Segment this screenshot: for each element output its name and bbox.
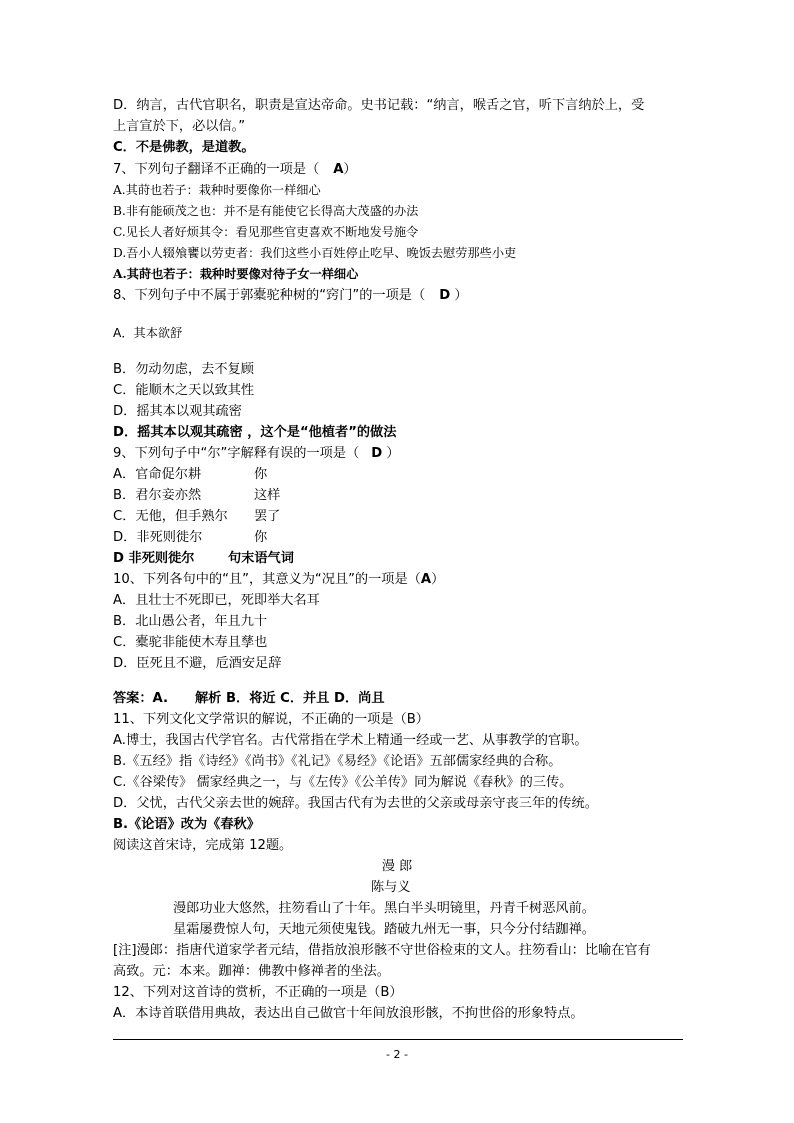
q9-option-c: C．无他，但手熟尔 罢了 bbox=[113, 507, 228, 527]
q9-gloss-c: 罢了 bbox=[254, 509, 281, 524]
question-7: 7、下列句子翻译不正确的一项是（ A） bbox=[113, 162, 357, 177]
q12-option-a: A．本诗首联借用典故，表达出自己做官十年间放浪形骸，不拘世俗的形象特点。 bbox=[113, 1006, 584, 1021]
q7-explanation: A.其莳也若子：栽种时要像对待子女一样细心 bbox=[113, 267, 359, 281]
q7-option-a: A.其莳也若子：栽种时要像你一样细心 bbox=[113, 183, 321, 197]
note-correction: C．不是佛教，是道教。 bbox=[113, 140, 255, 155]
q11-option-d: D．父忧，古代父亲去世的婉辞。我国古代有为去世的父亲或母亲守丧三年的传统。 bbox=[113, 796, 598, 811]
q9-gloss-b: 这样 bbox=[254, 488, 281, 503]
poem-instruction: 阅读这首宋诗，完成第 12题。 bbox=[113, 838, 293, 853]
q9-explanation-gloss: 句末语气词 bbox=[228, 551, 294, 566]
poem-line-2: 星霜屡费惊人句，天地元须使鬼钱。踏破九州无一事，只今分付结跏禅。 bbox=[173, 922, 595, 937]
q10-option-c: C．橐驼非能使木寿且孳也 bbox=[113, 635, 268, 650]
option-d-naye-cont: 上言宣於下，必以信。” bbox=[113, 119, 246, 134]
poem-author: 陈与义 bbox=[371, 880, 411, 895]
q9-option-a: A．官命促尔耕 你 bbox=[113, 465, 201, 485]
question-9: 9、下列句子中“尔”字解释有误的一项是（ D ） bbox=[113, 446, 400, 461]
q11-option-c: C.《谷梁传》 儒家经典之一，与《左传》《公羊传》同为解说《春秋》的三传。 bbox=[113, 775, 573, 790]
q9-gloss-a: 你 bbox=[254, 467, 268, 482]
q11-option-a: A.博士，我国古代学官名。古代常指在学术上精通一经或一艺、从事教学的官职。 bbox=[113, 733, 588, 748]
poem-line-1: 漫郎功业大悠然，拄笏看山了十年。黑白半头明镜里，丹青千树恶风前。 bbox=[173, 901, 595, 916]
q7-option-d: D.吾小人辍飧饔以劳吏者：我们这些小百姓停止吃早、晚饭去慰劳那些小吏 bbox=[113, 246, 517, 260]
q10-answer-analysis: 答案：A. 解析 B．将近 C．并且 D．尚且 bbox=[113, 691, 385, 706]
q8-option-a: A．其本欲舒 bbox=[113, 326, 183, 340]
q10-option-a: A．且壮士不死即已，死即举大名耳 bbox=[113, 593, 320, 608]
q11-option-b: B.《五经》指《诗经》《尚书》《礼记》《易经》《论语》五部儒家经典的合称。 bbox=[113, 754, 562, 769]
q9-explanation: D 非死则徙尔 句末语气词 bbox=[113, 549, 194, 569]
page-number: - 2 - bbox=[386, 1048, 408, 1061]
poem-note: [注]漫郎：指唐代道家学者元结，借指放浪形骸不守世俗检束的文人。拄笏看山：比喻在官有 bbox=[113, 943, 651, 958]
question-11: 11、下列文化文学常识的解说，不正确的一项是（B） bbox=[113, 712, 429, 727]
q9-option-b: B．君尔妾亦然 这样 bbox=[113, 486, 201, 506]
q8-option-b: B．勿动勿虑，去不复顾 bbox=[113, 362, 254, 377]
answer-q10: A bbox=[420, 572, 432, 587]
q8-option-d: D．摇其本以观其疏密 bbox=[113, 404, 242, 419]
q8-option-c: C．能顺木之天以致其性 bbox=[113, 383, 255, 398]
poem-title: 漫 郎 bbox=[381, 859, 413, 874]
answer-q8: D bbox=[439, 288, 451, 303]
q7-option-b: B.非有能硕茂之也：并不是有能使它长得高大茂盛的办法 bbox=[113, 204, 419, 218]
q10-option-b: B．北山愚公者，年且九十 bbox=[113, 614, 268, 629]
answer-q9: D bbox=[371, 446, 383, 461]
q9-option-d: D．非死则徙尔 你 bbox=[113, 528, 202, 548]
q7-option-c: C.见长人者好烦其令：看见那些官吏喜欢不断地发号施令 bbox=[113, 225, 419, 239]
poem-note-cont: 高致。元：本来。跏禅：佛教中修禅者的坐法。 bbox=[113, 964, 390, 979]
answer-q7: A bbox=[333, 162, 344, 177]
q9-gloss-d: 你 bbox=[254, 530, 268, 545]
q8-explanation: D．摇其本以观其疏密 ，这个是“他植者”的做法 bbox=[113, 425, 397, 440]
q10-option-d: D．臣死且不避，卮酒安足辞 bbox=[113, 656, 282, 671]
footer-divider bbox=[113, 1039, 683, 1040]
q11-explanation: B.《论语》改为《春秋》 bbox=[113, 817, 260, 832]
option-d-naye: D．纳言，古代官职名，职责是宣达帝命。史书记载：“纳言，喉舌之官，听下言纳於上，受 bbox=[113, 98, 645, 113]
question-12: 12、下列对这首诗的赏析，不正确的一项是（B） bbox=[113, 985, 403, 1000]
question-8: 8、下列句子中不属于郭橐驼种树的“窍门”的一项是（ D ） bbox=[113, 288, 468, 303]
question-10: 10、下列各句中的“且”，其意义为“况且”的一项是（A） bbox=[113, 572, 445, 587]
